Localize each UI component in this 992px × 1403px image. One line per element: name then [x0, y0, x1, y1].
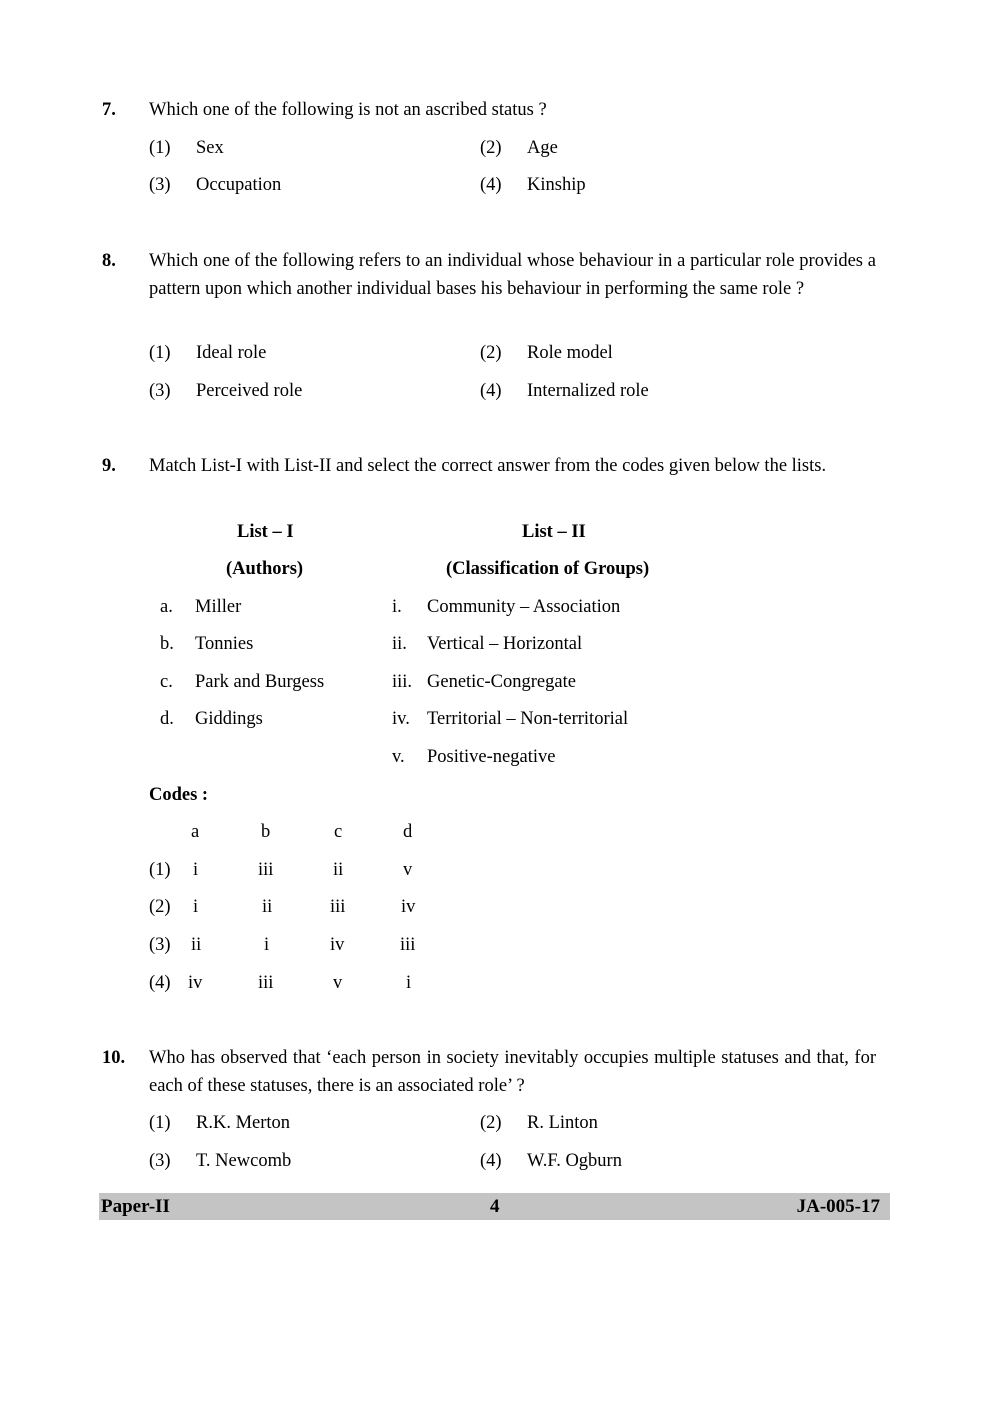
- option-text: Kinship: [527, 175, 586, 195]
- option-number: (1): [149, 1113, 171, 1133]
- question-text: Match List-I with List-II and select the correct answer from the codes given below the lists.: [149, 456, 827, 476]
- option-text: Perceived role: [196, 381, 303, 401]
- code-cell: i: [193, 860, 199, 880]
- code-cell: v: [403, 860, 413, 880]
- list1-key: b.: [160, 634, 174, 654]
- code-cell: ii: [262, 897, 273, 917]
- option-text: Role model: [527, 343, 613, 363]
- question-number: 10.: [102, 1048, 126, 1068]
- option-number: (3): [149, 175, 171, 195]
- option-text: T. Newcomb: [196, 1151, 292, 1171]
- list1-subtitle: (Authors): [226, 559, 304, 579]
- paper-label: Paper-II: [101, 1196, 170, 1217]
- option-number: (2): [480, 138, 502, 158]
- option-number: (4): [480, 381, 502, 401]
- code-cell: iii: [258, 973, 274, 993]
- list2-key: iii.: [392, 672, 413, 692]
- code-header: d: [403, 822, 413, 842]
- code-cell: iv: [188, 973, 203, 993]
- option-number: (3): [149, 1151, 171, 1171]
- list1-item: Miller: [195, 597, 242, 617]
- option-text: Age: [527, 138, 558, 158]
- list2-key: i.: [392, 597, 402, 617]
- question-number: 7.: [102, 100, 116, 120]
- option-number: (4): [480, 175, 502, 195]
- page-footer: [99, 1193, 890, 1220]
- code-option-number: (2): [149, 897, 171, 917]
- option-text: R.K. Merton: [196, 1113, 291, 1133]
- list2-item: Positive-negative: [427, 747, 556, 767]
- code-cell: v: [333, 973, 343, 993]
- list2-item: Community – Association: [427, 597, 621, 617]
- list1-key: a.: [160, 597, 173, 617]
- list1-item: Giddings: [195, 709, 263, 729]
- option-number: (2): [480, 343, 502, 363]
- code-cell: iii: [258, 860, 274, 880]
- option-number: (2): [480, 1113, 502, 1133]
- list2-subtitle: (Classification of Groups): [446, 559, 650, 579]
- code-header: a: [191, 822, 200, 842]
- code-cell: iii: [330, 897, 346, 917]
- code-cell: ii: [333, 860, 344, 880]
- code-header: b: [261, 822, 271, 842]
- list2-item: Vertical – Horizontal: [427, 634, 583, 654]
- code-option-number: (3): [149, 935, 171, 955]
- option-number: (4): [480, 1151, 502, 1171]
- option-text: Sex: [196, 138, 224, 158]
- code-option-number: (1): [149, 860, 171, 880]
- code-cell: ii: [191, 935, 202, 955]
- question-text: Which one of the following is not an ascribed status ?: [149, 100, 547, 120]
- code-option-number: (4): [149, 973, 171, 993]
- code-cell: iv: [330, 935, 345, 955]
- list2-key: iv.: [392, 709, 410, 729]
- list1-item: Tonnies: [195, 634, 254, 654]
- list1-item: Park and Burgess: [195, 672, 325, 692]
- question-text: Who has observed that ‘each person in society inevitably occupies multiple statuses and that, for each of these statuses, there is an associated role’ ?: [149, 1048, 876, 1096]
- list2-key: v.: [392, 747, 405, 767]
- option-text: Ideal role: [196, 343, 267, 363]
- question-text: Which one of the following refers to an individual whose behaviour in a particular role provides a pattern upon which another individual bases his behaviour in performing the same role ?: [149, 251, 876, 299]
- exam-code: JA-005-17: [796, 1196, 880, 1217]
- list2-item: Territorial – Non-territorial: [427, 709, 629, 729]
- list2-key: ii.: [392, 634, 407, 654]
- code-cell: i: [264, 935, 270, 955]
- code-header: c: [334, 822, 343, 842]
- code-cell: i: [406, 973, 412, 993]
- list1-key: d.: [160, 709, 174, 729]
- code-cell: iii: [400, 935, 416, 955]
- question-number: 9.: [102, 456, 116, 476]
- option-text: W.F. Ogburn: [527, 1151, 622, 1171]
- code-cell: i: [193, 897, 199, 917]
- page-number: 4: [490, 1196, 500, 1217]
- list2-title: List – II: [522, 522, 586, 542]
- codes-label: Codes :: [149, 785, 209, 805]
- code-cell: iv: [401, 897, 416, 917]
- list2-item: Genetic-Congregate: [427, 672, 576, 692]
- option-number: (3): [149, 381, 171, 401]
- question-number: 8.: [102, 251, 116, 271]
- list1-key: c.: [160, 672, 173, 692]
- option-text: Occupation: [196, 175, 282, 195]
- option-number: (1): [149, 138, 171, 158]
- list1-title: List – I: [237, 522, 294, 542]
- option-text: R. Linton: [527, 1113, 598, 1133]
- option-text: Internalized role: [527, 381, 649, 401]
- option-number: (1): [149, 343, 171, 363]
